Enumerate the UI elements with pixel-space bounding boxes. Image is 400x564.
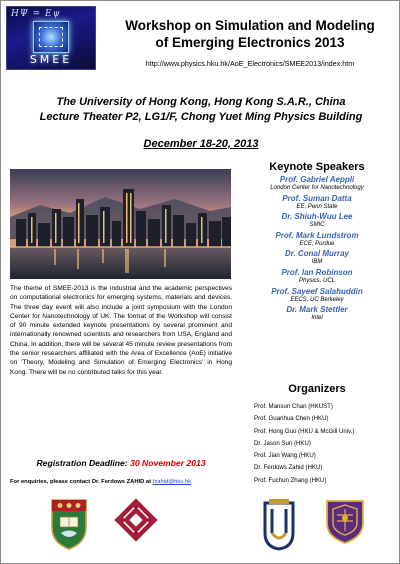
speaker-item bbox=[241, 231, 393, 249]
speaker-item bbox=[241, 268, 393, 286]
speaker-item bbox=[241, 194, 393, 212]
organizer-item: Prof. Mansun Chan (HKUST) bbox=[254, 403, 333, 410]
venue bbox=[5, 95, 397, 125]
speaker-name: Prof. Mark Lundstrom bbox=[275, 230, 359, 240]
keynote-title: Keynote Speakers bbox=[269, 161, 365, 173]
chip-icon bbox=[33, 21, 69, 53]
speaker-affiliation: EECS, UC Berkeley bbox=[290, 296, 344, 303]
title-line-1: Workshop on Simulation and Modeling bbox=[125, 18, 375, 33]
venue-line-2: Lecture Theater P2, LG1/F, Chong Yuet Ming Physics Building bbox=[39, 111, 363, 123]
deadline-label: Registration Deadline: bbox=[36, 458, 128, 468]
workshop-title bbox=[105, 17, 395, 51]
organizer-item: Dr. Jason Sun (HKU) bbox=[254, 439, 311, 447]
speaker-affiliation: London Center for Nanotechnology bbox=[270, 185, 364, 191]
dates-text: December 18-20, 2013 bbox=[143, 138, 259, 150]
speaker-affiliation: IBM bbox=[311, 259, 323, 266]
keynote-section bbox=[241, 161, 393, 323]
enquiry-text: For enquiries, please contact Dr. Ferdows ZAHID at bbox=[10, 479, 152, 485]
speaker-affiliation: ECE, Purdue bbox=[299, 240, 335, 247]
organizers-list bbox=[254, 401, 399, 487]
speaker-affiliation: Intel bbox=[311, 315, 323, 322]
speaker-name: Prof. Sayeef Salahuddin bbox=[271, 286, 363, 296]
title-line-2: of Emerging Electronics 2013 bbox=[155, 35, 345, 50]
enquiry-line bbox=[10, 479, 280, 485]
workshop-url[interactable]: http://www.physics.hku.hk/AoE_Electronics/SMEE2013/index.htm bbox=[145, 59, 355, 68]
organizer-item: Prof. Guanhua Chen (HKU) bbox=[254, 415, 329, 423]
polyu-knot-icon bbox=[113, 497, 159, 543]
speaker-item bbox=[241, 212, 393, 230]
logo-equation: HΨ = Eψ bbox=[11, 9, 61, 19]
speaker-affiliation: EE, Penn State bbox=[296, 203, 338, 210]
hku-crest-icon bbox=[49, 497, 89, 551]
venue-line-1: The University of Hong Kong, Hong Kong S.A.R., China bbox=[56, 96, 346, 108]
speaker-name: Dr. Shiuh-Wuu Lee bbox=[281, 212, 353, 222]
hkust-emblem-icon bbox=[263, 497, 295, 551]
enquiry-email-link[interactable]: fzahid@hku.hk bbox=[152, 479, 192, 485]
speaker-name: Prof. Ian Robinson bbox=[281, 267, 353, 277]
hong-kong-skyline-photo bbox=[10, 169, 231, 279]
speaker-affiliation: SMIC bbox=[309, 222, 325, 229]
university-logos bbox=[1, 497, 399, 557]
event-dates bbox=[5, 138, 397, 150]
workshop-description: The theme of SMEE-2013 is the industrial and the academic perspectives on computational electronics for emerging systems, materials and devices. The three day event will also include a joint symposium with the London Center for Nanotechnology of UK. The format of the Workshop will consist of 90 minute extended keynote presentations by several prominent and internationally renowned scientists and researchers from USA, England and China. In addition, there will be several 45 minute review presentations from the senior researchers affiliated with the Area of Excellence (AoE) initiative on 'Theory, Modeling and Simulation of Emerging Electronics' in Hong Kong. There will be no contributed talks for this year. bbox=[10, 285, 232, 376]
speaker-affiliation: Physics, UCL bbox=[298, 277, 335, 284]
speaker-item bbox=[241, 175, 393, 193]
cuhk-crest-icon bbox=[323, 497, 367, 545]
logo-word: SMEE bbox=[29, 53, 73, 66]
speaker-item bbox=[241, 305, 393, 323]
organizer-item: Prof. Hong Guo (HKU & McGill Univ.) bbox=[254, 427, 355, 435]
speaker-item bbox=[241, 249, 393, 267]
organizers-title: Organizers bbox=[288, 383, 346, 395]
deadline-date: 30 November 2013 bbox=[130, 458, 206, 468]
speaker-name: Prof. Gabriel Aeppli bbox=[279, 175, 355, 184]
organizer-item: Prof. Jian Wang (HKU) bbox=[254, 452, 316, 460]
organizer-item: Prof. Fuchun Zhang (HKU) bbox=[254, 476, 327, 484]
organizer-item: Dr. Ferdows Zahid (HKU) bbox=[254, 464, 323, 472]
smee-logo bbox=[6, 6, 96, 70]
speaker-item bbox=[241, 287, 393, 305]
speaker-name: Prof. Suman Datta bbox=[282, 193, 352, 203]
registration-deadline bbox=[10, 458, 232, 468]
speaker-name: Dr. Mark Stettler bbox=[286, 305, 348, 315]
speaker-name: Dr. Conal Murray bbox=[284, 249, 349, 259]
